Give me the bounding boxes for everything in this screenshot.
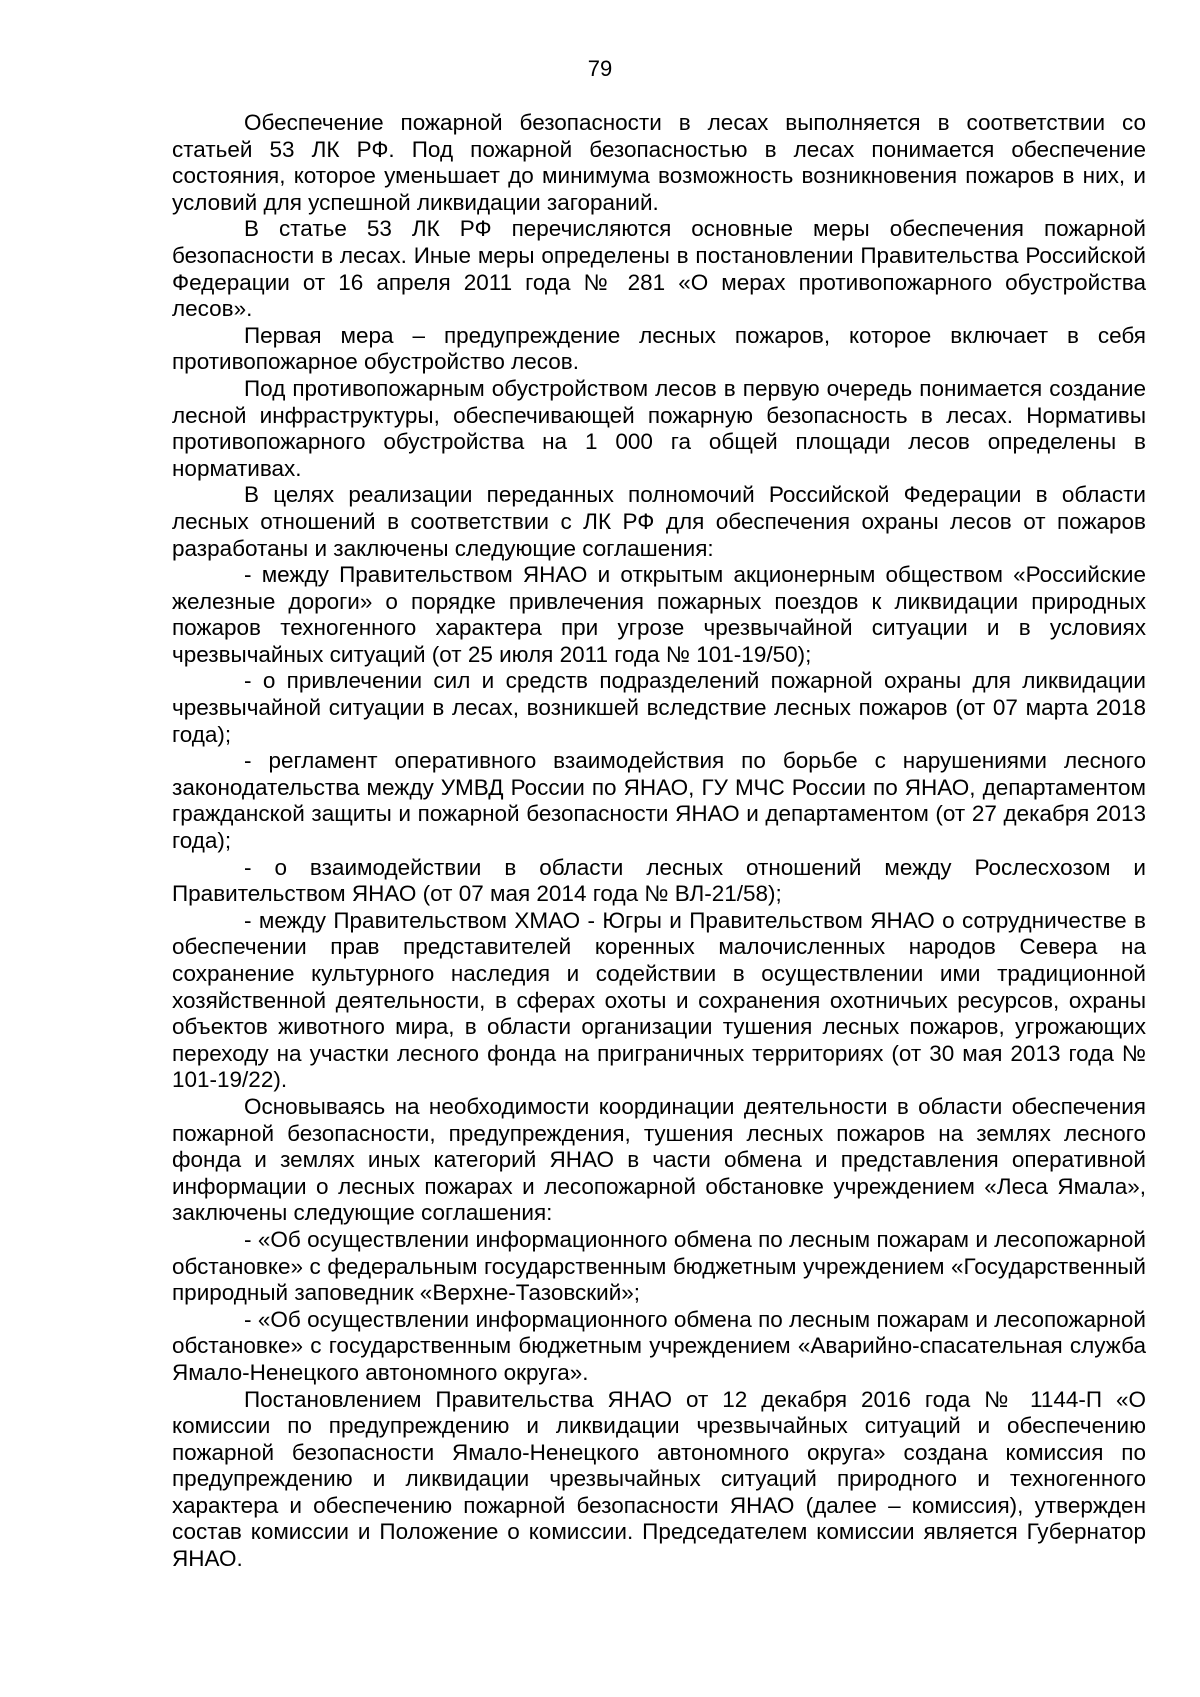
- paragraph-fire-infrastructure: Под противопожарным обустройством лесов в первую очередь понимается создание лесной инфраструктуры, обеспечивающей пожарную безопасность в лесах. Нормативы противопожарного обустройства на 1 000 га общей площади лесов определены в нормативах.: [172, 375, 1146, 481]
- page-number: 79: [587, 56, 613, 81]
- paragraph-agreements-intro: В целях реализации переданных полномочий Российской Федерации в области лесных отношений в соответствии с ЛК РФ для обеспечения охраны лесов от пожаров разработаны и заключены следующие соглашения:: [172, 482, 1146, 561]
- paragraph-commission-resolution: Постановлением Правительства ЯНАО от 12 декабря 2016 года № 1144-П «О комиссии по предупреждению и ликвидации чрезвычайных ситуаций и обеспечению пожарной безопасности Ямало-Ненецкого автономного округа» создана комиссия по предупреждению и ликвидации чрезвычайных ситуаций природного и техногенного характера и обеспечению пожарной безопасности ЯНАО (далее – комиссия), утвержден состав комиссии и Положение о комиссии. Председателем комиссии является Губернатор ЯНАО.: [172, 1386, 1146, 1572]
- paragraph-first-measure: Первая мера – предупреждение лесных пожаров, которое включает в себя противопожарное обустройство лесов.: [172, 322, 1146, 375]
- list-item-rosleskhoz-agreement: - о взаимодействии в области лесных отношений между Рослесхозом и Правительством ЯНАО (от 07 мая 2014 года № ВЛ-21/58);: [172, 854, 1146, 907]
- list-item-rescue-service-agreement: - «Об осуществлении информационного обмена по лесным пожарам и лесопожарной обстановке» с государственным бюджетным учреждением «Аварийно-спасательная служба Ямало-Ненецкого автономного округа».: [172, 1306, 1146, 1385]
- list-item-rzd-agreement: - между Правительством ЯНАО и открытым акционерным обществом «Российские железные дороги» о порядке привлечения пожарных поездов к ликвидации природных пожаров техногенного характера при угрозе чрезвычайной ситуации и в условиях чрезвычайных ситуаций (от 25 июля 2011 года № 101-19/50);: [172, 562, 1146, 667]
- paragraph-article-53-measures: В статье 53 ЛК РФ перечисляются основные меры обеспечения пожарной безопасности в лесах. Иные меры определены в постановлении Правительства Российской Федерации от 16 апреля 2011 года № 281 «О мерах противопожарного обустройства лесов».: [172, 216, 1146, 322]
- list-item-fire-forces-agreement: - о привлечении сил и средств подразделений пожарной охраны для ликвидации чрезвычайной ситуации в лесах, возникшей вследствие лесных пожаров (от 07 марта 2018 года);: [172, 668, 1146, 747]
- document-body: [172, 110, 1146, 1573]
- paragraph-fire-safety-intro: Обеспечение пожарной безопасности в лесах выполняется в соответствии со статьей 53 ЛК РФ. Под пожарной безопасностью в лесах понимается обеспечение состояния, которое уменьшает до минимума возможность возникновения пожаров в них, и условий для успешной ликвидации загораний.: [172, 110, 1146, 215]
- list-item-interaction-regulation: - регламент оперативного взаимодействия по борьбе с нарушениями лесного законодательства между УМВД России по ЯНАО, ГУ МЧС России по ЯНАО, департаментом гражданской защиты и пожарной безопасности ЯНАО и департаментом (от 27 декабря 2013 года);: [172, 748, 1146, 854]
- list-item-khmao-agreement: - между Правительством ХМАО - Югры и Правительством ЯНАО о сотрудничестве в обеспечении прав представителей коренных малочисленных народов Севера на сохранение культурного наследия и содействии в осуществлении ими традиционной хозяйственной деятельности, в сферах охоты и сохранения охотничьих ресурсов, охраны объектов животного мира, в области организации тушения лесных пожаров, угрожающих переходу на участки лесного фонда на приграничных территориях (от 30 мая 2013 года № 101-19/22).: [172, 907, 1146, 1093]
- list-item-reserve-agreement: - «Об осуществлении информационного обмена по лесным пожарам и лесопожарной обстановке» с федеральным государственным бюджетным учреждением «Государственный природный заповедник «Верхне-Тазовский»;: [172, 1226, 1146, 1306]
- paragraph-coordination-agreements: Основываясь на необходимости координации деятельности в области обеспечения пожарной безопасности, предупреждения, тушения лесных пожаров на землях лесного фонда и землях иных категорий ЯНАО в части обмена и представления оперативной информации о лесных пожарах и лесопожарной обстановке учреждением «Леса Ямала», заключены следующие соглашения:: [172, 1093, 1146, 1226]
